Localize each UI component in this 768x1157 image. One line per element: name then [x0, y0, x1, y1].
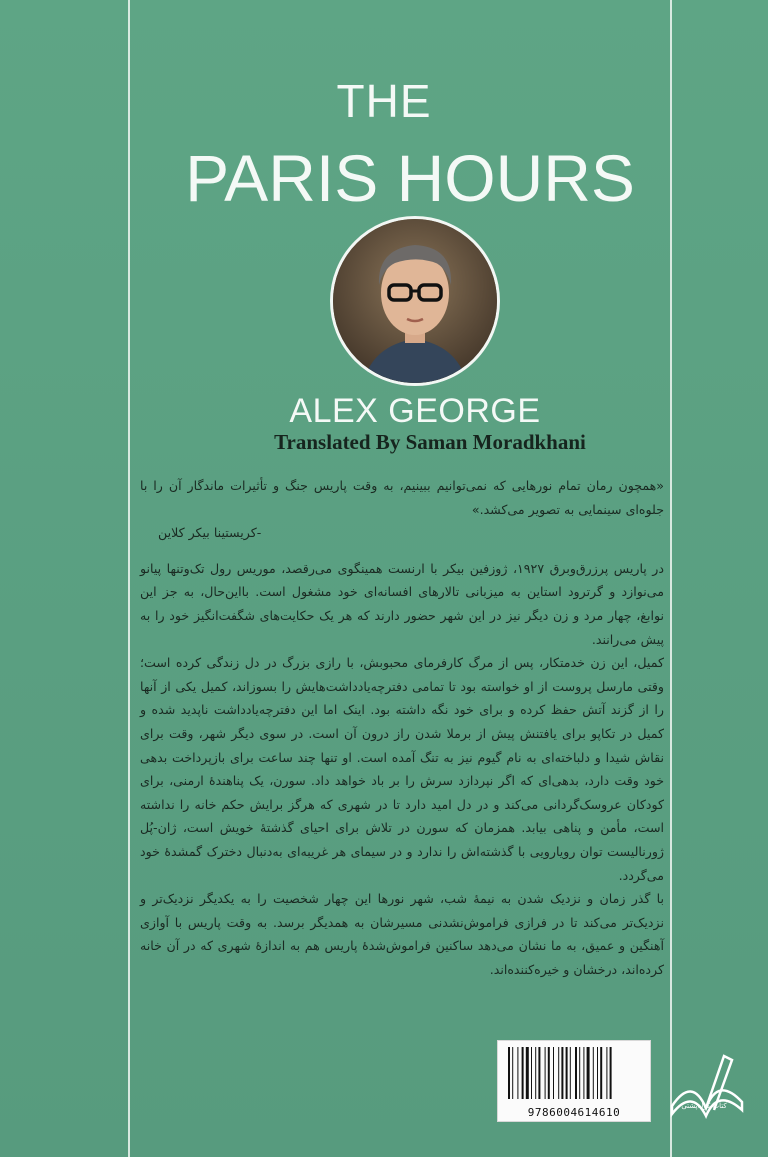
book-logo-icon [662, 1036, 750, 1126]
blurb-paragraph-1: در پاریس پرزرق‌وبرق ۱۹۲۷، ژوزفین بیکر با ارنست همینگوی می‌رقصد، موریس رول تک‌وتنها پیانو می‌نوازد و گرترود استاین به میزبانی تالارهای افسانه‌ای خود مشغول است. بااین‌حال، به جز این نوابغ، چهار مرد و زن دیگر نیز در این شهر حضور دارند که هر یک حکایت‌های شگفت‌انگیز خود را به پیش می‌رانند. [140, 560, 664, 647]
author-name: ALEX GEORGE [289, 392, 541, 430]
author-photo-icon [333, 219, 497, 383]
title-line-1: THE [336, 75, 432, 127]
blurb-text [140, 474, 664, 981]
translator-prefix: Translated By [274, 430, 401, 454]
left-frame-line [128, 0, 130, 1157]
barcode-number: 9786004614610 [527, 1106, 621, 1119]
quote-attribution: -کریستینا بیکر کلاین [158, 525, 262, 541]
right-frame-line [670, 0, 672, 1157]
blurb-paragraph-3: با گذر زمان و نزدیک شدن به نیمهٔ شب، شهر نورها این چهار شخصیت را به یکدیگر نزدیک‌تر و نزدیک‌تر می‌کند تا در فرازی فراموش‌نشدنی مسیرشان به همدیگر برسد. به وقت پاریس با آوازی آهنگین و عمیق، به ما نشان می‌دهد ساکنین فراموش‌شدهٔ پاریس هم به اندازهٔ شهری که در آن خانه کرده‌اند، درخشان و خیره‌کننده‌اند. [140, 891, 664, 977]
translator-name: Saman Moradkhani [405, 430, 586, 454]
translator-credit [230, 430, 630, 455]
blurb-quote: «همچون رمان تمام نورهایی که نمی‌توانیم ببینیم، به وقت پاریس جنگ و تأثیرات ماندگار آن را با جلوه‌ای سینمایی به تصویر می‌کشد.» [140, 478, 664, 517]
isbn-barcode [497, 1040, 651, 1122]
publisher-name: کتاب کوله‌پشتی [681, 1102, 727, 1110]
title-line-2: PARIS HOURS [185, 141, 635, 215]
barcode-bars-icon [498, 1041, 650, 1105]
blurb-paragraph-2: کمیل، این زن خدمتکار، پس از مرگ کارفرمای محبوبش، با رازی بزرگ در دل زندگی کرده است؛ وقتی مارسل پروست از او خواسته بود تا تمامی دفترچه‌یادداشت‌هایش را بسوزاند، کمیل یکی از آنها را از گزند آتش حفظ کرده و برای خود نگه داشته بود. اینک اما این دفترچه‌یادداشت ناپدید شده و کمیل در تکاپو برای یافتنش پیش از برملا شدن راز درون آن است. در سوی دیگر شهر، وقت برای نقاش شیدا و دلباخته‌ای به نام گیوم نیز به تنگ آمده است. او تنها چند ساعت برای بازپرداخت بدهی خود وقت دارد، بدهی‌ای که اگر نپردازد سرش را بر باد خواهد داد. سورن، یک پناهندهٔ ارمنی، برای کودکان عروسک‌گردانی می‌کند و در دل امید دارد تا در شهری که هرگز برایش حکم خانه را نداشته است، مأمن و پناهی بیابد. همزمان که سورن در تلاش برای احیای گذشتهٔ خویش است، ژان‌-پُل ژورنالیست توان رویارویی با گذشته‌اش را ندارد و در سیمای هر غریبه‌ای به‌دنبال دخترک گمشدهٔ خود می‌گردد. [140, 655, 664, 883]
author-portrait [330, 216, 500, 386]
